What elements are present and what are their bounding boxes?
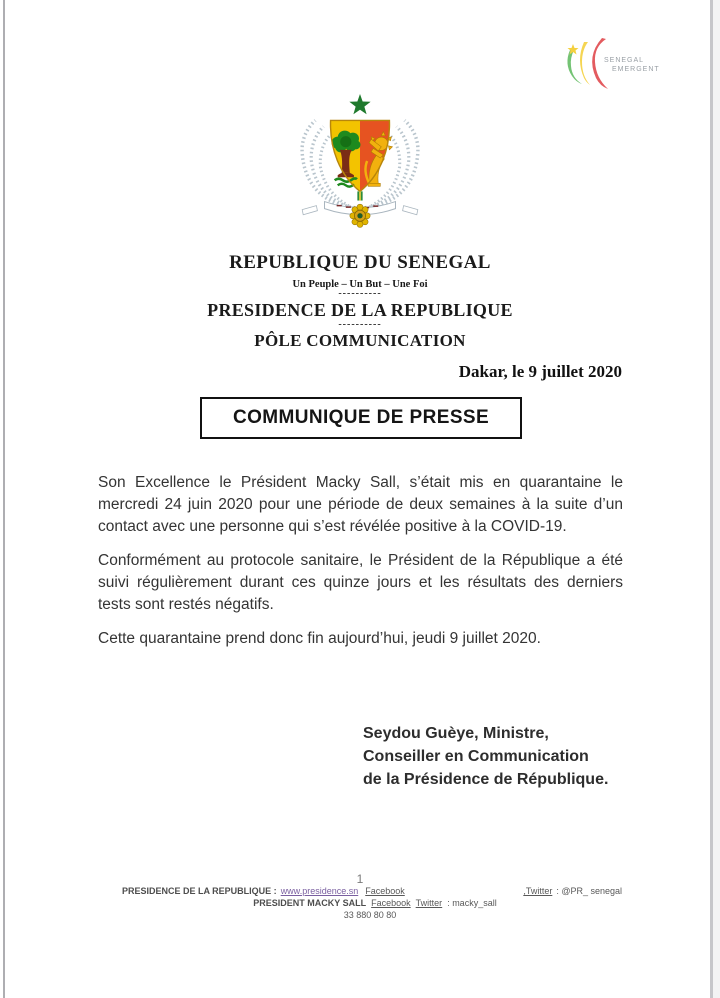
senegal-emergent-logo-art [556, 34, 666, 90]
press-release-title-box [200, 397, 522, 439]
scan-right-margin [713, 0, 720, 998]
presidency-facebook-link[interactable]: Facebook [365, 886, 405, 896]
president-facebook-link[interactable]: Facebook [371, 897, 411, 908]
national-motto: Un Peuple – Un But – Une Foi [292, 279, 428, 290]
body-paragraph: Cette quarantaine prend donc fin aujourd’hui, jeudi 9 juillet 2020. [98, 630, 541, 647]
communication-pole-title: PÔLE COMMUNICATION [254, 331, 466, 350]
page-edge-left [3, 0, 5, 998]
footer [98, 886, 622, 922]
signature-line: de la Présidence de République. [363, 771, 609, 788]
footer-president-label: PRESIDENT MACKY SALL [253, 897, 367, 908]
senegal-emergent-logo [556, 34, 666, 90]
emblem-shield [331, 120, 393, 191]
emblem-star [349, 94, 370, 114]
logo-text-line2: EMERGENT [612, 66, 660, 73]
footer-phone: 33 880 80 80 [343, 910, 397, 920]
logo-yellow-stroke [580, 42, 590, 85]
letterhead [0, 252, 720, 351]
press-release-body [98, 472, 623, 662]
logo-green-stroke [567, 50, 582, 84]
president-twitter-handle: : macky_sall [447, 897, 497, 908]
republic-title: REPUBLIQUE DU SENEGAL [229, 252, 491, 273]
presidency-website-link[interactable]: www.presidence.sn [280, 886, 359, 896]
emblem-medal [350, 191, 370, 227]
signature-block [363, 722, 608, 791]
body-paragraph: Conformément au protocole sanitaire, le Président de la République a été suivi régulièrement durant ces quinze jours et les résultats des derniers tests sont restés négatifs. [98, 552, 623, 613]
signature-line: Seydou Guèye, Ministre, [363, 725, 549, 742]
separator-dashes: ---------- [338, 288, 382, 299]
coat-of-arms-art [283, 90, 437, 234]
separator-dashes: ---------- [338, 319, 382, 330]
signature-line: Conseiller en Communication [363, 748, 589, 765]
footer-line-president [98, 898, 622, 910]
presidency-title: PRESIDENCE DE LA REPUBLIQUE [207, 300, 513, 320]
senegal-coat-of-arms [283, 90, 437, 234]
dateline: Dakar, le 9 juillet 2020 [458, 362, 622, 381]
page-edge-right [710, 0, 713, 998]
presidency-twitter-link[interactable]: ,Twitter [523, 886, 553, 896]
press-release-title: COMMUNIQUE DE PRESSE [232, 407, 490, 428]
presidency-twitter-handle: : @PR_ senegal [556, 886, 622, 896]
body-paragraph: Son Excellence le Président Macky Sall, s’était mis en quarantaine le mercredi 24 juin 2020 pour une période de deux semaines à la suite d’un contact avec une personne qui s’est révélée positive à la COVID-19. [98, 474, 623, 535]
footer-presidency-label: PRESIDENCE DE LA REPUBLIQUE : [122, 886, 277, 896]
logo-text-line1: SENEGAL [604, 57, 645, 64]
page-number: 1 [356, 872, 364, 886]
footer-line-presidency [98, 886, 622, 898]
president-twitter-link[interactable]: Twitter [415, 897, 443, 908]
